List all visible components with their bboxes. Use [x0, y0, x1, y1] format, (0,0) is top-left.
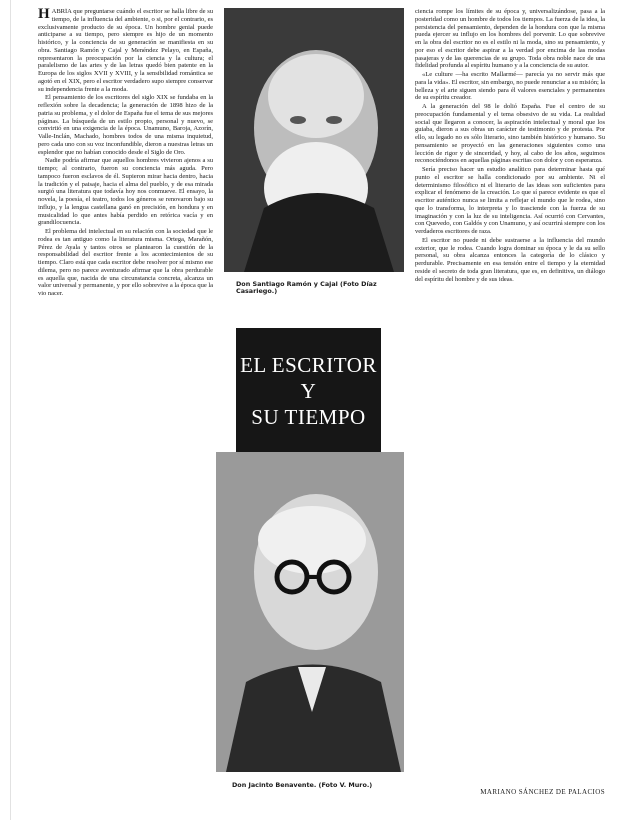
article-paragraph: ciencia rompe los límites de su época y, universalizándose, pasa a la posteridad como un hombre de todos los tiempos. La fuerza de la idea, la persistencia del pensamiento, dependen de la hondura con que la misma pueda ejercer su influjo en los hombres del porvenir. Lo que sobrevive en la obra del escritor no es el estilo ni la moda, sino su pensamiento, y por eso el escritor debe aspirar a la verdad por encima de las modas pasajeras y de las querencias de su grupo. Toda obra noble nace de una fidelidad profunda al espíritu humano y a la conciencia de su autor. [415, 8, 605, 70]
title-line: Y [300, 378, 317, 403]
article-paragraph [38, 8, 213, 93]
author-signature: MARIANO SÁNCHEZ DE PALACIOS [480, 788, 605, 796]
photo-caption-bottom: Don Jacinto Benavente. (Foto V. Muro.) [232, 781, 373, 789]
article-paragraph: El problema del intelectual en su relación con la sociedad que le rodea es tan antiguo como la literatura misma. Ortega, Marañón, Pérez de Ayala y tantos otros se plantearon la cuestión de la responsabilidad del escritor frente a los acontecimientos de su tiempo. Claro está que cada escritor debe resolver por sí mismo ese dilema, pero no parece aventurado afirmar que la obra perdurable es aquella que, nacida de una circunstancia concreta, alcanza un valor universal y permanente, y por ello sobrevive a la época que la vio nacer. [38, 228, 213, 297]
article-paragraph: Sería preciso hacer un estudio analítico para determinar hasta qué punto el escritor se halla condicionado por su ambiente. Ni el determinismo filosófico ni el literario de las ideas son suficientes para explicar el fenómeno de la creación. Lo que sí parece evidente es que el escritor auténtico nunca se limita a reflejar el mundo que le rodea, sino que lo transforma, lo interpreta y lo trasciende con la fuerza de su imaginación y con la luz de su inteligencia. Así ocurrió con Cervantes, con Quevedo, con Galdós y con Unamuno, y así ocurrirá siempre con los verdaderos escritores de raza. [415, 166, 605, 235]
photo-caption-top: Don Santiago Ramón y Cajal (Foto Díaz Casariego.) [236, 280, 377, 296]
article-paragraph: A la generación del 98 le dolió España. Fue el centro de su preocupación fundamental y el tema obsesivo de su vida. La realidad social que llegaron a conocer, la aspiración intelectual y moral que los guiaba, dieron a sus obras un carácter de testimonio y de protesta. Por ello, su legado no es sólo literario, sino también histórico y humano. Su pensamiento se proyectó en las generaciones siguientes como una lección de rigor y de sinceridad, y hoy, al cabo de los años, seguimos reconociéndonos en aquellas páginas escritas con dolor y con esperanza. [415, 103, 605, 165]
photo-benavente [216, 452, 404, 772]
article-title [236, 328, 381, 453]
article-column-left [38, 8, 213, 808]
article-paragraph: El escritor no puede ni debe sustraerse a la influencia del mundo exterior, que le rodea. Cuando logra dominar su época y le da su sello personal, su obra alcanza entonces la categoría de lo clásico y perdurable. Precisamente en esa tensión entre el tiempo y la eternidad reside el secreto de toda gran literatura, que es, en definitiva, un diálogo del espíritu del hombre y de sus ideas. [415, 236, 605, 283]
margin-rule [10, 0, 11, 820]
article-paragraph: «Le culture —ha escrito Mallarmé— parecía ya no servir más que para la vida». El escritor, sin embargo, no puede renunciar a su misión; la belleza y el arte siguen siendo para él valores esenciales y permanentes de su espíritu creador. [415, 71, 605, 102]
article-paragraph: El pensamiento de los escritores del siglo XIX se fundaba en la reflexión sobre la decadencia; la generación de 1898 hizo de la patria su problema, y el dolor de España fue el tema de sus mejores páginas. La búsqueda de un estilo propio, personal y nuevo, se convirtió en una exigencia de la época. Unamuno, Baroja, Azorín, Valle-Inclán, Machado, hombres todos de una misma inquietud, pero cada uno con su voz inconfundible, dieron a nuestras letras un esplendor que no habían conocido desde el Siglo de Oro. [38, 94, 213, 156]
title-line: EL ESCRITOR [240, 352, 377, 377]
article-column-right [415, 8, 605, 786]
dropcap: H [38, 8, 50, 22]
photo-ramon-y-cajal [224, 8, 404, 272]
article-paragraph: Nadie podría afirmar que aquellos hombres vivieron ajenos a su tiempo; al contrario, fueron su conciencia más aguda. Pero tampoco fueron esclavos de él. Supieron mirar hacia dentro, hacia la tradición y el paisaje, hacia el alma del pueblo, y de esa mirada surgió una literatura que todavía hoy nos conmueve. El ensayo, la novela, la poesía, el teatro, todos los géneros se renovaron bajo su influjo, y la lengua castellana ganó en precisión, en hondura y en musicalidad lo que antes había perdido en retórica vacía y en grandilocuencia. [38, 157, 213, 227]
paragraph-text: ABRÍA que preguntarse cuándo el escritor se halla libre de su tiempo, de la influencia del ambiente, o si, por el contrario, es exclusivamente producto de su época. Un hombre genial puede anticiparse a su tiempo, pero siempre es hijo de un momento histórico, y la conciencia de su generación se manifiesta en su obra. Santiago Ramón y Cajal y Menéndez Pelayo, en España, representaron la preocupación por la ciencia y la cultura; el paralelismo de las artes y de las letras quedó bien patente en la Europa de los siglos XVII y XVIII, y la sensibilidad romántica se agotó en el XIX, pero el escritor verdadero supo siempre conservar su independencia frente a la moda. [38, 8, 213, 93]
title-line: SU TIEMPO [251, 404, 366, 429]
